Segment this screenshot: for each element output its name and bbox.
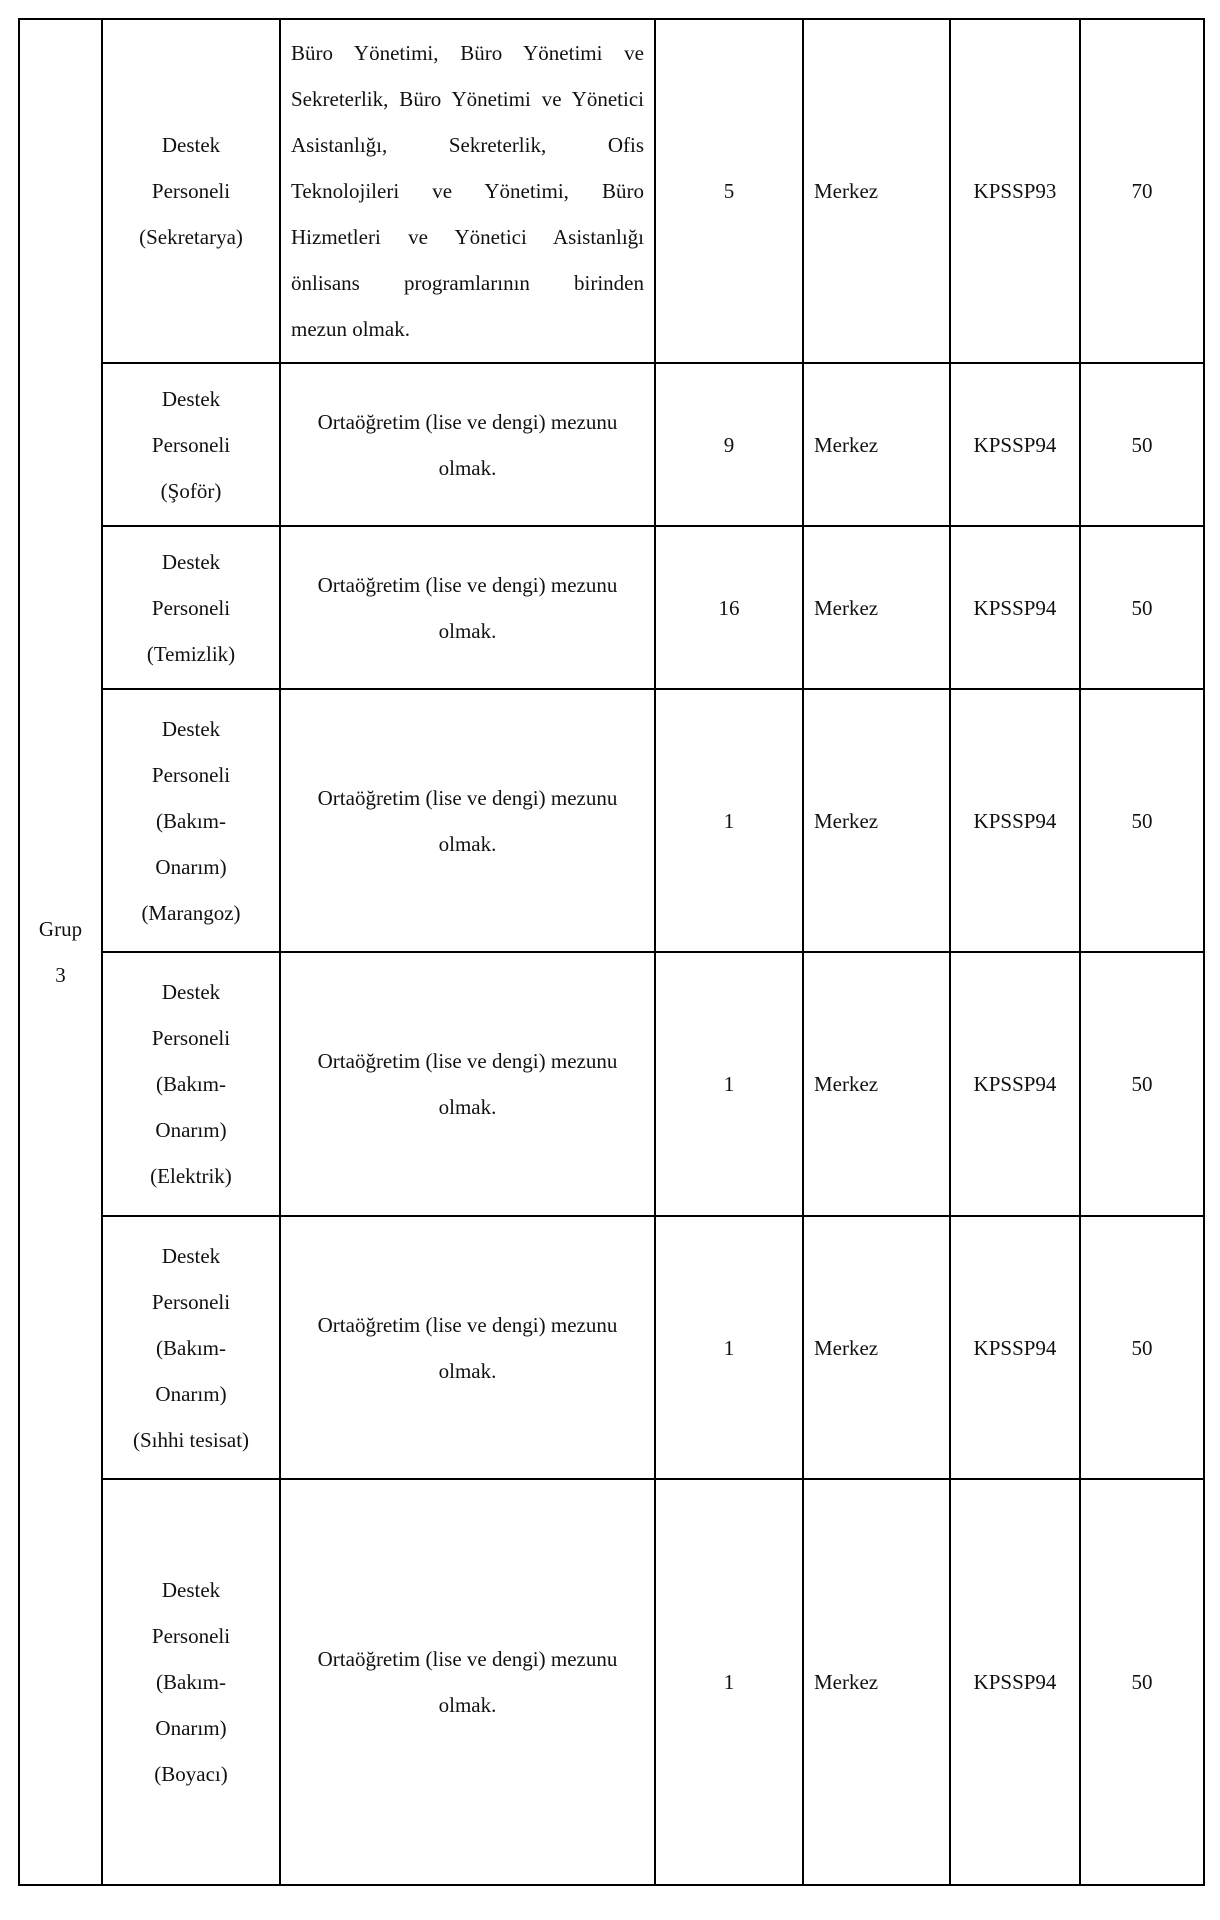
- score-type-cell: KPSSP94: [950, 952, 1080, 1216]
- position-title-cell: [102, 1216, 280, 1479]
- title-line: Personeli: [151, 179, 231, 203]
- location-cell: Merkez: [803, 952, 950, 1216]
- title-line: Onarım): [155, 1381, 227, 1406]
- position-title-cell: [102, 1479, 280, 1885]
- table-row: [19, 363, 1204, 526]
- title-line: Personeli: [151, 432, 231, 457]
- title-line: (Marangoz): [141, 900, 241, 925]
- min-score-cell: 70: [1080, 19, 1204, 363]
- title-line: Onarım): [155, 1118, 227, 1142]
- requirement-cell: Ortaöğretim (lise ve dengi) mezunu olmak.: [280, 1216, 655, 1479]
- position-title-cell: [102, 689, 280, 952]
- score-type-cell: KPSSP94: [950, 526, 1080, 689]
- title-line: (Şoför): [160, 478, 222, 503]
- title-line: (Temizlik): [146, 641, 236, 666]
- table-row: [19, 19, 1204, 363]
- location-cell: Merkez: [803, 526, 950, 689]
- location-cell: Merkez: [803, 1216, 950, 1479]
- title-line: (Bakım-: [156, 1072, 226, 1096]
- score-type-cell: KPSSP94: [950, 689, 1080, 952]
- score-type-cell: KPSSP93: [950, 19, 1080, 363]
- position-title-cell: [102, 19, 280, 363]
- location-cell: Merkez: [803, 689, 950, 952]
- quota-cell: 1: [655, 689, 803, 952]
- location-cell: Merkez: [803, 19, 950, 363]
- location-cell: Merkez: [803, 1479, 950, 1885]
- min-score-cell: 50: [1080, 363, 1204, 526]
- title-line: (Bakım-: [156, 808, 226, 833]
- title-line: (Sekretarya): [139, 225, 243, 249]
- positions-table: [18, 18, 1205, 1886]
- title-line: (Sıhhi tesisat): [132, 1427, 250, 1452]
- title-line: Personeli: [151, 595, 231, 620]
- requirement-cell: Ortaöğretim (lise ve dengi) mezunu olmak.: [280, 689, 655, 952]
- score-type-cell: KPSSP94: [950, 1479, 1080, 1885]
- position-title-cell: [102, 952, 280, 1216]
- title-line: Destek: [161, 980, 221, 1004]
- title-line: Destek: [161, 1578, 221, 1602]
- table-row: [19, 526, 1204, 689]
- min-score-cell: 50: [1080, 526, 1204, 689]
- min-score-cell: 50: [1080, 1216, 1204, 1479]
- requirement-cell: Ortaöğretim (lise ve dengi) mezunu olmak.: [280, 952, 655, 1216]
- requirement-cell: Ortaöğretim (lise ve dengi) mezunu olmak.: [280, 1479, 655, 1885]
- requirement-cell: Ortaöğretim (lise ve dengi) mezunu olmak.: [280, 363, 655, 526]
- title-line: (Bakım-: [156, 1670, 226, 1694]
- title-line: Onarım): [155, 854, 227, 879]
- title-line: (Elektrik): [150, 1164, 232, 1188]
- table-row: [19, 952, 1204, 1216]
- title-line: Personeli: [151, 762, 231, 787]
- quota-cell: 1: [655, 1479, 803, 1885]
- location-cell: Merkez: [803, 363, 950, 526]
- min-score-cell: 50: [1080, 689, 1204, 952]
- score-type-cell: KPSSP94: [950, 1216, 1080, 1479]
- title-line: Destek: [161, 133, 221, 157]
- group-cell: [19, 19, 102, 1885]
- position-title-cell: [102, 363, 280, 526]
- group-number: 3: [55, 963, 66, 987]
- quota-cell: 5: [655, 19, 803, 363]
- title-line: Destek: [161, 386, 221, 411]
- title-line: Personeli: [151, 1289, 231, 1314]
- quota-cell: 1: [655, 1216, 803, 1479]
- min-score-cell: 50: [1080, 952, 1204, 1216]
- table-row: [19, 1479, 1204, 1885]
- group-label: Grup: [38, 917, 83, 941]
- table-row: [19, 1216, 1204, 1479]
- title-line: (Boyacı): [154, 1762, 228, 1786]
- table-row: [19, 689, 1204, 952]
- quota-cell: 9: [655, 363, 803, 526]
- title-line: Destek: [161, 549, 221, 574]
- requirement-text-end: mezun olmak.: [291, 317, 410, 341]
- quota-cell: 16: [655, 526, 803, 689]
- title-line: Destek: [161, 1243, 221, 1268]
- requirement-text: Büro Yönetimi, Büro Yönetimi ve Sekreterlik, Büro Yönetimi ve Yönetici Asistanlığı, Sekreterlik, Ofis Teknolojileri ve Yönetimi, Büro Hizmetleri ve Yönetici Asistanlığı önlisans programlarının birinden: [291, 41, 644, 295]
- title-line: Destek: [161, 716, 221, 741]
- document-page: [18, 18, 1203, 1884]
- title-line: Personeli: [151, 1026, 231, 1050]
- min-score-cell: 50: [1080, 1479, 1204, 1885]
- requirement-cell: [280, 19, 655, 363]
- title-line: (Bakım-: [156, 1335, 226, 1360]
- title-line: Onarım): [155, 1716, 227, 1740]
- quota-cell: 1: [655, 952, 803, 1216]
- requirement-cell: Ortaöğretim (lise ve dengi) mezunu olmak.: [280, 526, 655, 689]
- position-title-cell: [102, 526, 280, 689]
- title-line: Personeli: [151, 1624, 231, 1648]
- score-type-cell: KPSSP94: [950, 363, 1080, 526]
